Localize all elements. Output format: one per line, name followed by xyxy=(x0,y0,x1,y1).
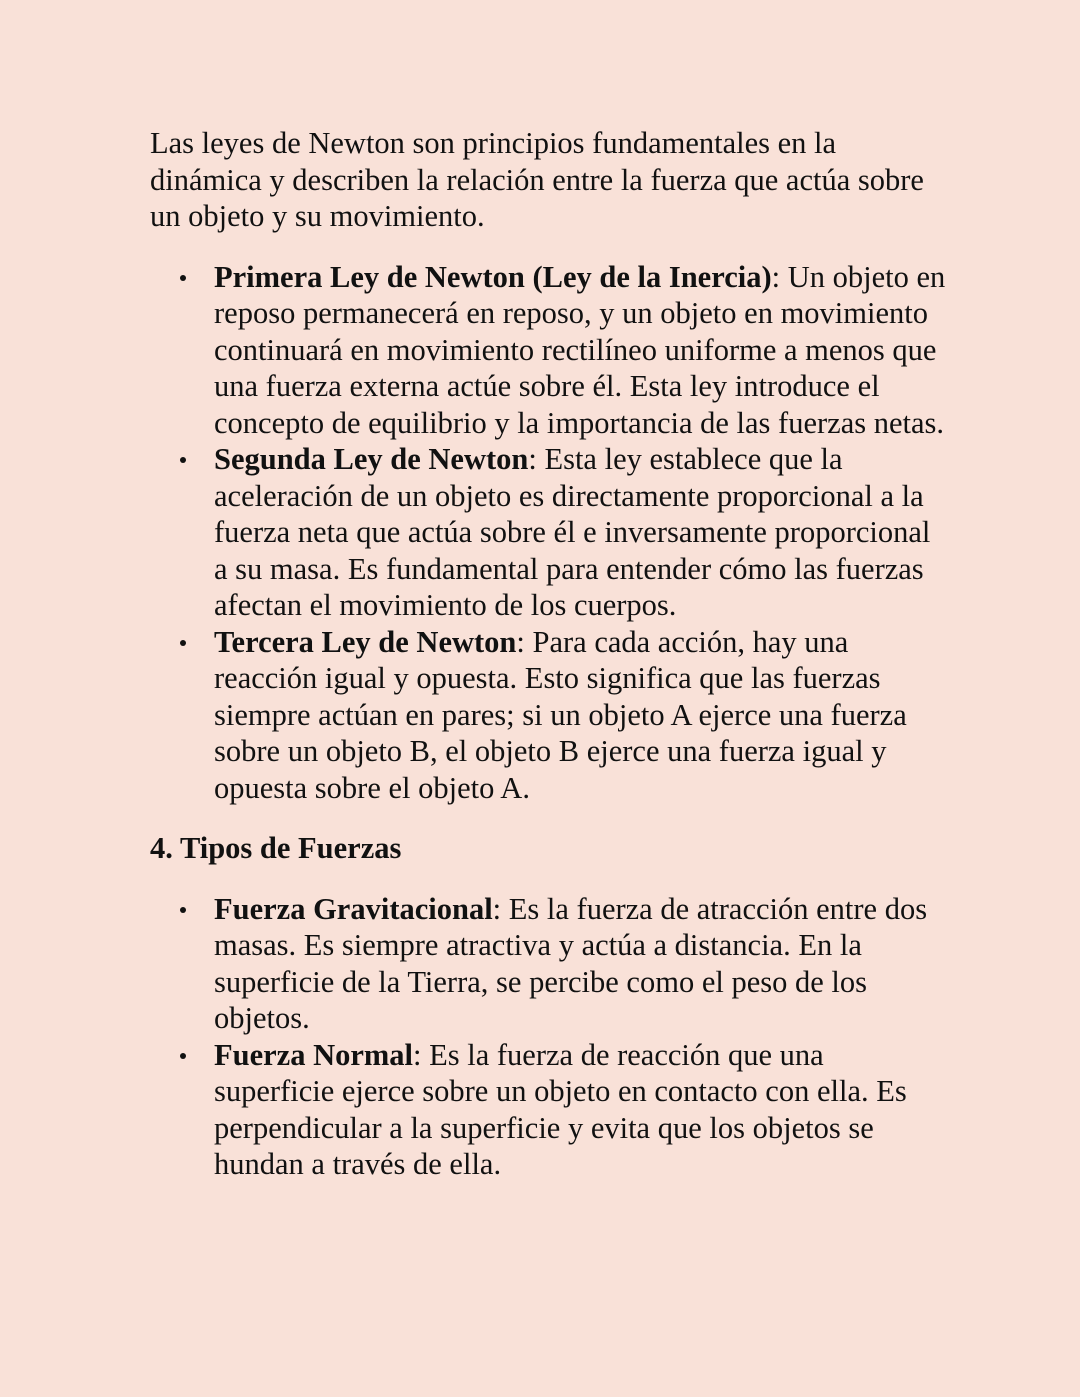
gravitational-force-term: Fuerza Gravitacional xyxy=(214,891,493,926)
bullet-icon xyxy=(180,640,186,646)
force-types-list xyxy=(150,891,950,1183)
list-item-third-law xyxy=(214,624,950,807)
third-law-text: : Para cada acción, hay una reacción igual y opuesta. Esto significa que las fuerzas siempre actúan en pares; si un objeto A ejerce una fuerza sobre un objeto B, el objeto B ejerce una fuerza igual y opuesta sobre el objeto A. xyxy=(214,624,907,805)
first-law-text: : Un objeto en reposo permanecerá en reposo, y un objeto en movimiento continuará en movimiento rectilíneo uniforme a menos que una fuerza externa actúe sobre él. Esta ley introduce el concepto de equilibrio y la importancia de las fuerzas netas. xyxy=(214,259,946,440)
list-item-second-law xyxy=(214,441,950,624)
bullet-icon xyxy=(180,457,186,463)
list-item-gravitational-force xyxy=(214,891,950,1037)
second-law-term: Segunda Ley de Newton xyxy=(214,442,529,476)
second-law-text: : Esta ley establece que la aceleración de un objeto es directamente proporcional a la fuerza neta que actúa sobre él e inversamente proporcional a su masa. Es fundamental para entender cómo las fuerzas afectan el movimiento de los cuerpos. xyxy=(214,442,931,622)
newton-laws-list xyxy=(150,259,950,807)
gravitational-force-text: : Es la fuerza de atracción entre dos masas. Es siempre atractiva y actúa a distancia. En la superficie de la Tierra, se percibe como el peso de los objetos. xyxy=(214,891,928,1035)
third-law-term: Tercera Ley de Newton xyxy=(214,624,517,659)
bullet-icon xyxy=(180,907,186,913)
list-item-normal-force xyxy=(214,1037,950,1183)
normal-force-term: Fuerza Normal xyxy=(214,1037,414,1072)
section-heading: 4. Tipos de Fuerzas xyxy=(150,831,402,865)
list-item-first-law xyxy=(214,259,950,442)
bullet-icon xyxy=(180,1053,186,1059)
first-law-term: Primera Ley de Newton (Ley de la Inercia) xyxy=(214,259,772,294)
bullet-icon xyxy=(180,275,186,281)
intro-paragraph: Las leyes de Newton son principios fundamentales en la dinámica y describen la relación entre la fuerza que actúa sobre un objeto y su movimiento. xyxy=(150,126,924,233)
normal-force-text: : Es la fuerza de reacción que una superficie ejerce sobre un objeto en contacto con ella. Es perpendicular a la superficie y evita que los objetos se hundan a través de ella. xyxy=(214,1037,907,1181)
